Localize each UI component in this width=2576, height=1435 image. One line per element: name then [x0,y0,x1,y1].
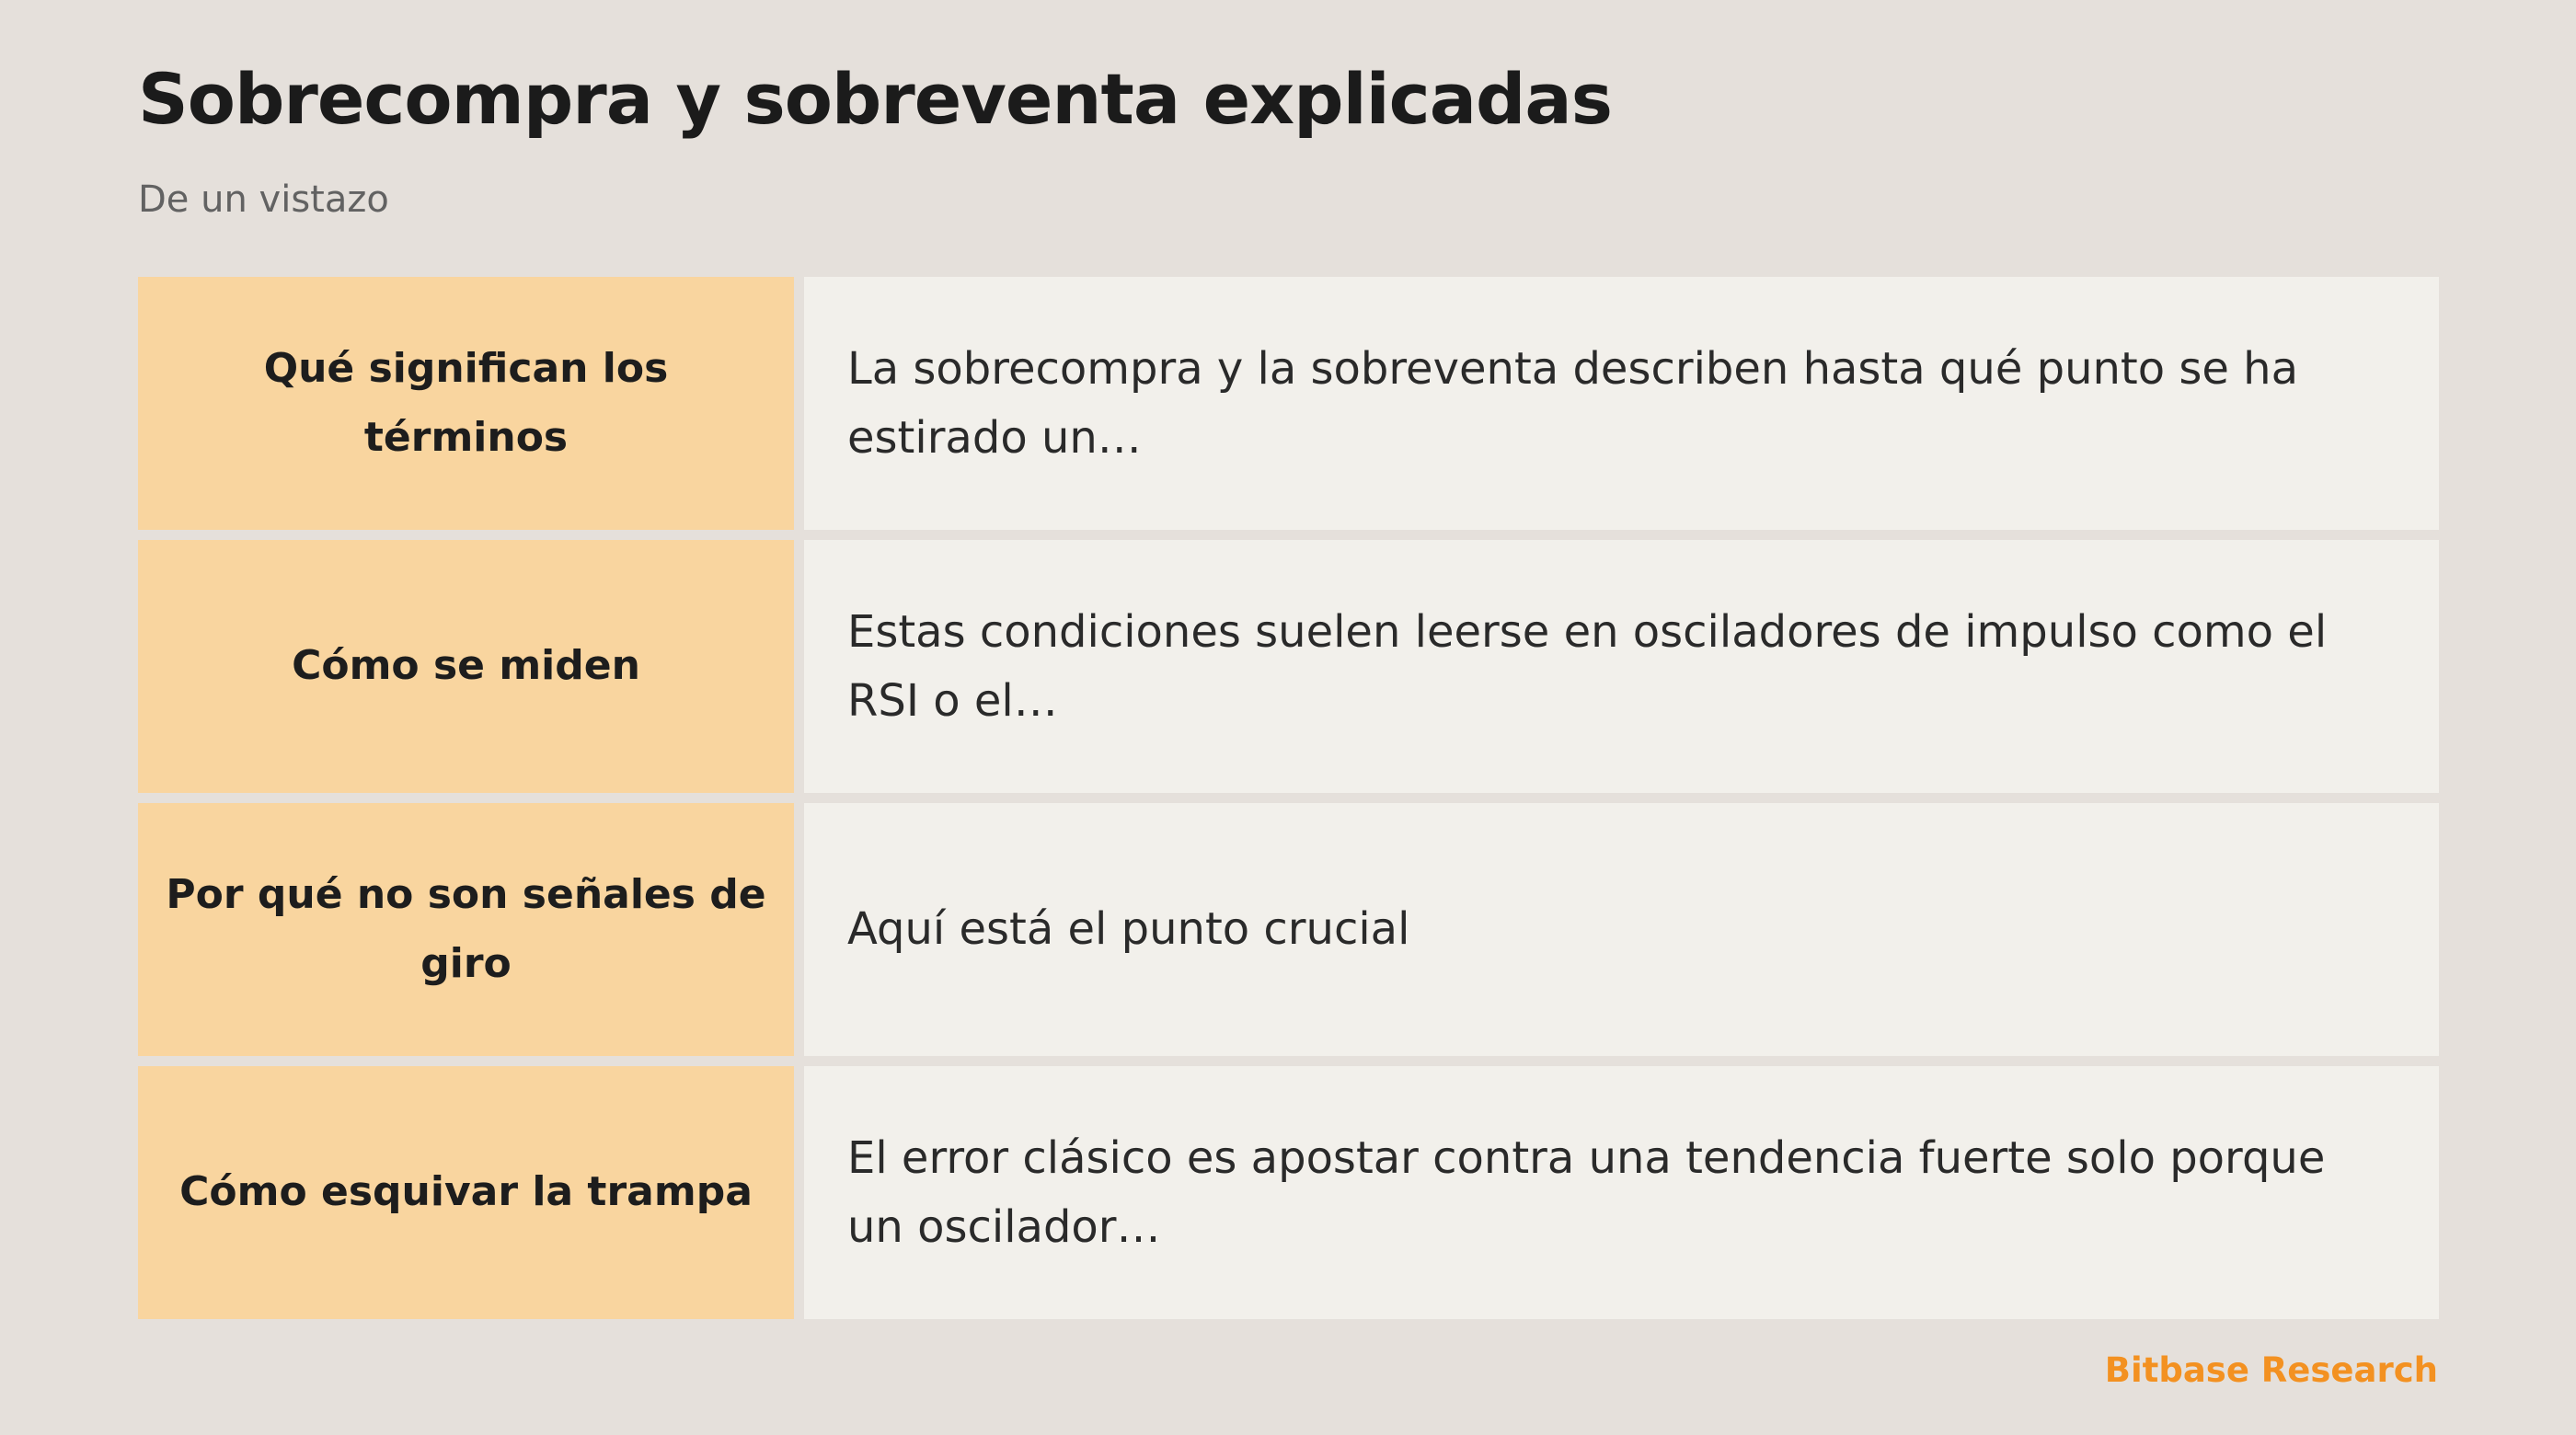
row-text: La sobrecompra y la sobreventa describen hasta qué punto se ha estirado un… [804,277,2439,530]
table-row [138,1066,2439,1319]
row-label: Qué significan los términos [138,277,794,530]
row-text: Aquí está el punto crucial [804,803,2439,1056]
table-row [138,540,2439,793]
table-row [138,803,2439,1056]
row-text: Estas condiciones suelen leerse en osciladores de impulso como el RSI o el… [804,540,2439,793]
table-row [138,277,2439,530]
row-text: El error clásico es apostar contra una tendencia fuerte solo porque un oscilador… [804,1066,2439,1319]
row-label: Por qué no son señales de giro [138,803,794,1056]
row-label: Cómo esquivar la trampa [138,1066,794,1319]
brand-name: Bitbase Research [2104,1350,2438,1390]
row-label: Cómo se miden [138,540,794,793]
summary-table [138,277,2439,1319]
page-title: Sobrecompra y sobreventa explicadas [138,58,1612,140]
page-subtitle: De un vistazo [138,178,389,221]
